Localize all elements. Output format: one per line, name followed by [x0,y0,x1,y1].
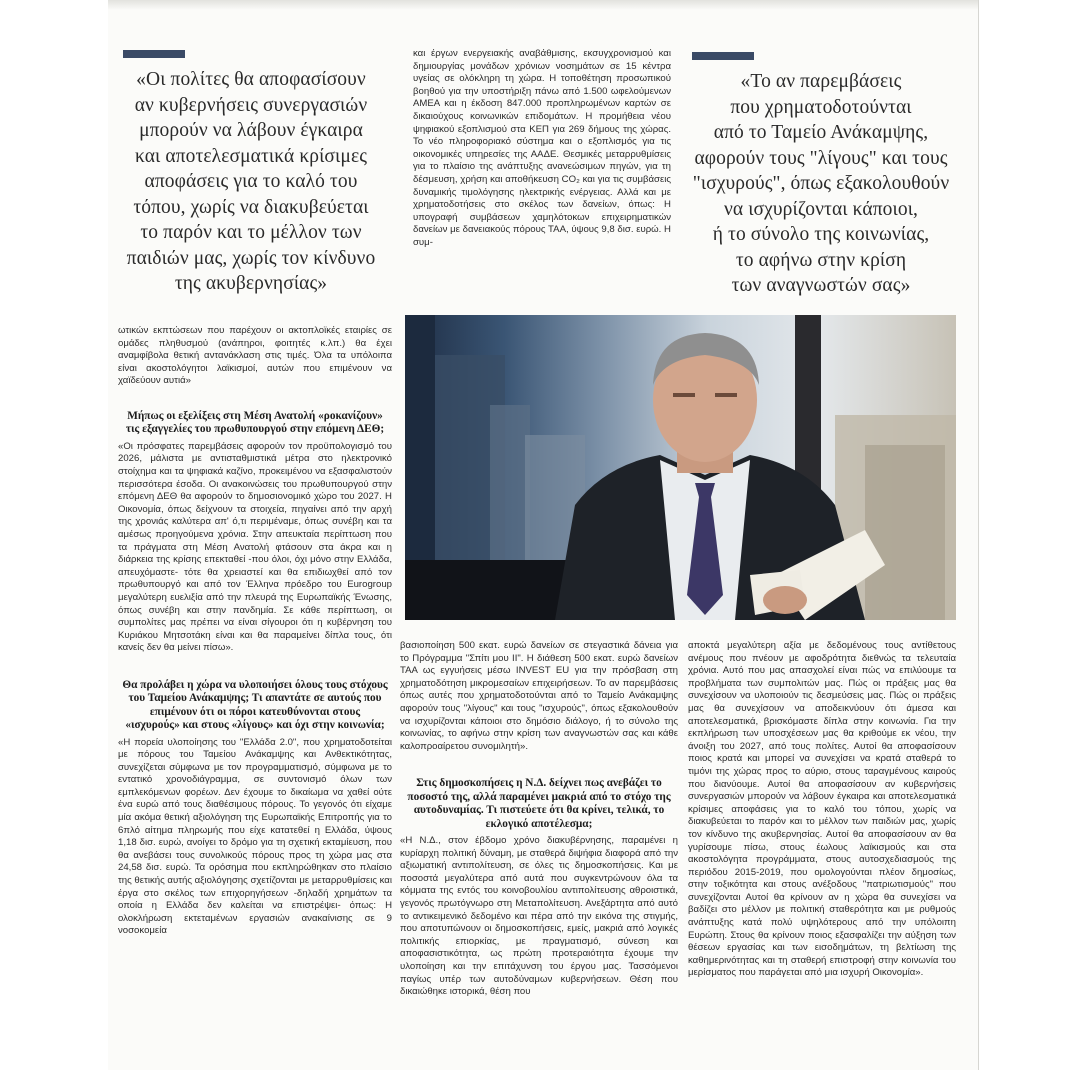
question-2: Θα προλάβει η χώρα να υλοποιήσει όλους τους στόχους του Ταμείου Ανάκαμψης; Τι απαντάτε σε αυτούς που επιμένουν ότι οι πόροι κατευθύνονται στους «ισχυρούς» και στους «λίγους» και όχι στην κοινωνία; [122,678,388,732]
photo-illustration [405,315,956,620]
pullquote-left-line: της ακυβερνησίας» [174,273,328,294]
middle-bottom-column [400,640,678,1060]
pullquote-right-line: των αναγνωστών σας» [731,275,911,296]
pullquote-right [686,69,956,299]
pullquote-right-line: το αφήνω στην κρίση [735,249,907,271]
pullquote-right-line: ή το σύνολο της κοινωνίας, [712,224,930,245]
pullquote-right-line: "ισχυρούς", όπως εξακολουθούν [692,173,950,194]
page-top-edge [108,0,978,10]
right-bottom-text: αποκτά μεγαλύτερη αξία με δεδομένους τους αντίθετους ανέμους που πνέουν με αφοδρότητα διεθνώς τα τελευταία χρόνια. Αυτό που μας απασχολεί είναι πώς να επιλύουμε τα προβλήματα των συμπολιτών μας. Πώς οι πράξεις μας θα συνεχίσουν να υλοποιούν τις δεσμεύσεις μας. Πώς οι πράξεις μας θα συνεχίσουν να αποδεικνύουν ότι άμεσα και αποτελεσματικά, βρισκόμαστε δίπλα στην κοινωνία. Για την εκπλήρωση των υποσχέσεων μας θα κριθούμε εκ νέου, την άνοιξη του 2027, από τους πολίτες. Αυτοί θα αποφασίσουν ποιος κρατά και μπορεί να συνεχίσει να κρατά σταθερά το τιμόνι της χώρας προς το αύριο, στους ταραγμένους καιρούς που διανύουμε. Αυτοί θα αποφασίσουν αν κυβερνήσεις συνεργασιών μπορούν να λάβουν έγκαιρα και αποτελεσματικά κρίσιμες αποφάσεις για το καλό του τόπου, χωρίς να διακυβεύεται το παρόν και το μέλλον των παιδιών μας, χωρίς τον κίνδυνο της ακυβερνησίας. Αυτοί θα αποφασίσουν αν θα γυρίσουμε πίσω, στους έωλους λαϊκισμούς και στα ακοστολόγητα προγράμματα, στους αυτοσχεδιασμούς της περιόδου 2015-2019, που ομολογούνται πλέον δημοσίως, στην τοξικότητα και στους ανέξοδους "πατριωτισμούς" που συνεχίζονται Αυτοί θα κρίνουν αν η χώρα θα συνεχίσει να βαδίζει στο μέλλον με πολιτική σταθερότητα και με ρυθμούς ανάπτυξης κατά πολύ υψηλότερους από την υπόλοιπη Ευρώπη. Στους θα κρίνουν ποιος εξασφαλίζει την αύξηση των θέσεων εργασίας και των εισοδημάτων, τη βελτίωση της καθημερινότητας και τη σταθερή επιστροφή στην κοινωνία του μερίσματος που παράγεται από μια ισχυρή Οικονομία». [688,640,956,979]
pullquote-left-line: αποφάσεις για το καλό του [144,171,358,192]
interview-photo [405,315,956,620]
pullquote-left-line: «Οι πολίτες θα αποφασίσουν [136,69,366,90]
pullquote-left-accent-bar [123,50,185,58]
pullquote-left-line: παιδιών μας, χωρίς τον κίνδυνο [126,247,376,269]
middle-bottom-text: βασιοποίηση 500 εκατ. ευρώ δανείων σε στεγαστικά δάνεια για το Πρόγραμμα "Σπίτι μου ΙΙ". Η διάθεση 500 εκατ. ευρώ δανείων ΤΑΑ ως εγγυήσεις μέσω INVEST EU για την πρόσβαση στη χρηματοδότηση μικρομεσαίων επιχειρήσεων. Το αν παρεμβάσεις όπως αυτές που χρηματοδοτούνται από το Ταμείο Ανάκαμψης αφορούν τους "λίγους" και τους "ισχυρούς", όπως εξακολουθούν να ισχυρίζονται κάποιοι στο δημόσιο διάλογο, ή το σύνολο της κοινωνίας, το αφήνω στην κρίση των αναγνωστών σας και κάθε καλοπροαίρετου συνομιλητή». [400,640,678,752]
pullquote-right-line: που χρηματοδοτούνται [730,96,912,118]
answer-2: «Η πορεία υλοποίησης του "Ελλάδα 2.0", που χρηματοδοτείται με πόρους του Ταμείου Ανάκαμψης και Ανθεκτικότητας, συνεχίζεται σύμφωνα με τον προγραμματισμό, σύμφωνα με το εντατικό χρονοδιάγραμμα, σε συντονισμό όλων των εμπλεκόμενων φορέων. Δεν έχουμε το δικαίωμα να χαθεί ούτε ένα ευρώ από τους διαθέσιμους πόρους. Το γεγονός ότι είχαμε μία ακόμα θετική αξιολόγηση της Ευρωπαϊκής Επιτροπής για το 6πλό αίτημα πληρωμής που είχε κατατεθεί η Ελλάδα, ύψους 1,18 δισ. ευρώ, ανοίγει το δρόμο για τη σχετική εκταμίευση, που θα ανεβάσει τους συνολικούς πόρους προς τη χώρα μας στα 24,58 δισ. ευρώ. Τα ορόσημα που εκπληρώθηκαν στο πλαίσιο της θετικής αυτής αξιολόγησης σχετίζονται με μεταρρυθμίσεις και έργα στο σκέλος των επιχορηγήσεων -δηλαδή χρημάτων τα οποία η Ελλάδα δεν καλείται να επιστρέψει- όπως: Η ολοκλήρωση εκτεταμένων εργασιών ανακαίνισης σε 9 νοσοκομεία [118,736,392,937]
pullquote-right-line: από το Ταμείο Ανάκαμψης, [713,122,929,143]
pullquote-left-line: αν κυβερνήσεις συνεργασιών [134,94,368,116]
pullquote-right-line: αφορούν τους "λίγους" και τους [694,147,948,169]
pullquote-right-accent-bar [692,52,754,60]
pullquote-left-line: το παρόν και το μέλλον των [140,222,362,243]
right-bottom-column [688,640,956,1060]
pullquote-left-line: τόπου, χωρίς να διακυβεύεται [133,196,369,218]
question-3: Στις δημοσκοπήσεις η Ν.Δ. δείχνει πως ανεβάζει το ποσοστό της, αλλά παραμένει μακριά από το στόχο της αυτοδυναμίας. Τι πιστεύετε ότι θα κρίνει, τελικά, το εκλογικό αποτέλεσμα; [407,777,671,830]
pullquote-right-line: «Το αν παρεμβάσεις [740,71,902,92]
pullquote-left-line: και αποτελεσματικά κρίσιμες [134,145,368,167]
middle-top-text: και έργων ενεργειακής αναβάθμισης, εκσυγχρονισμού και δημιουργίας μονάδων χρόνιων νοσημάτων σε 15 κέντρα υγείας σε ολόκληρη τη χώρα. Η τοποθέτηση προσωπικού βοηθού για την υποστήριξη πάνω από 1.500 ωφελούμενων ΑΜΕΑ και η έκδοση 847.000 προπληρωμένων καρτών σε δικαιούχους κοινωνικών επιδομάτων. Η προμήθεια νέου ψηφιακού εξοπλισμού στα ΚΕΠ για 269 δήμους της χώρας. Το νέο πληροφοριακό σύστημα και ο εξοπλισμός για τις οικονομικές υπηρεσίες της ΑΑΔΕ. Θεσμικές μεταρρυθμίσεις για το πλαίσιο της ανάπτυξης ανανεώσιμων πηγών, για τη δέσμευση, χρήση και αποθήκευση CO₂ και για τις συμβάσεις δυναμικής τιμολόγησης ηλεκτρικής ενέργειας. Αλλά και με χρηματοδοτήσεις στο σκέλος των δανείων, όπως: Η υπογραφή συμβάσεων χαμηλότοκων επιχειρηματικών δανείων με δανειακούς πόρους ΤΑΑ, ύψους 9,8 δισ. ευρώ. Η συμ- [413,48,671,248]
answer-1: «Οι πρόσφατες παρεμβάσεις αφορούν τον προϋπολογισμό του 2026, μάλιστα με αντισταθμιστικά μέτρα στο ηλεκτρονικό στοίχημα και τα ψηφιακά καζίνο, προκειμένου να εξασφαλιστούν περισσότερα έσοδα. Οι ανακοινώσεις του πρωθυπουργού στην επόμενη ΔΕΘ θα αφορούν το δημοσιονομικό χώρο του 2027. Η Οικονομία, όπως δείχνουν τα στοιχεία, πηγαίνει από την αρχή της χρονιάς καλύτερα απ' ό,τι περιμέναμε, όπως συνέβη και τα αμέσως προηγούμενα χρόνια. Στην απευκταία περίπτωση που τα πράγματα στη Μέση Ανατολή φτάσουν στα άκρα και η διάρκεια της κρίσης επεκταθεί -που όλοι, όχι μόνο στην Ελλάδα, απευχόμαστε- τότε θα χρειαστεί και θα επιδιωχθεί από τον πρωθυπουργό και από τον Έλληνα πρόεδρο του Eurogroup μεγαλύτερη ευελιξία από την πλευρά της Ευρωπαϊκής Ένωσης, όπως συνέβη και στην πανδημία. Σε κάθε περίπτωση, οι συμπολίτες μας πρέπει να είναι σίγουροι ότι η κυβέρνηση του Κυριάκου Μητσοτάκη είναι και θα παραμείνει δίπλα τους, ότι κανείς δεν θα μείνει πίσω». [118,440,392,654]
pullquote-right-line: να ισχυρίζονται κάποιοι, [723,198,919,220]
answer-3: «Η Ν.Δ., στον έβδομο χρόνο διακυβέρνησης, παραμένει η κυρίαρχη πολιτική δύναμη, με σταθερά διψήφια διαφορά από την αξιωματική αντιπολίτευση, σε όλες τις δημοσκοπήσεις. Και με ποσοστά μεγαλύτερα από αυτά που συγκεντρώνουν όλα τα κόμματα της εντός του κοινοβουλίου αντιπολίτευσης αθροιστικά, γεγονός πρωτόγνωρο στη Μεταπολίτευση. Ανεξάρτητα από αυτό το αντικειμενικό δεδομένο και πέρα από την εικόνα της στιγμής, που αποτυπώνουν οι δημοσκοπήσεις, εμείς, μακριά από λογικές πολιτικής επιορκίας, με πραγματισμό, σύνεση και αποφασιστικότητα, ως πρώτη προτεραιότητα έχουμε την υλοποίηση και την επιτάχυνση του έργου μας. Τασσόμενοι παγίως υπέρ των αυτοδύναμων κυβερνήσεων. Θέση που δικαιώθηκε ιστορικά, θέση που [400,834,678,998]
pullquote-left-line: μπορούν να λάβουν έγκαιρα [139,120,363,141]
left-intro-text: ωτικών εκπτώσεων που παρέχουν οι ακτοπλοϊκές εταιρίες σε ομάδες πληθυσμού (ανάπηροι, φοιτητές κ.λπ.) θα έχει αναμφίβολα θετική αντανάκλαση στις τιμές. Όλα τα υπόλοιπα είναι ακοστολόγητοι λαϊκισμοί, αυτών που επιμένουν να χαϊδεύουν αυτιά» [118,325,392,387]
question-1: Μήπως οι εξελίξεις στη Μέση Ανατολή «ροκανίζουν» τις εξαγγελίες του πρωθυπουργού στην επόμενη ΔΕΘ; [125,409,385,436]
pullquote-left [120,67,382,297]
middle-top-column [413,48,671,292]
left-column [118,325,392,1060]
